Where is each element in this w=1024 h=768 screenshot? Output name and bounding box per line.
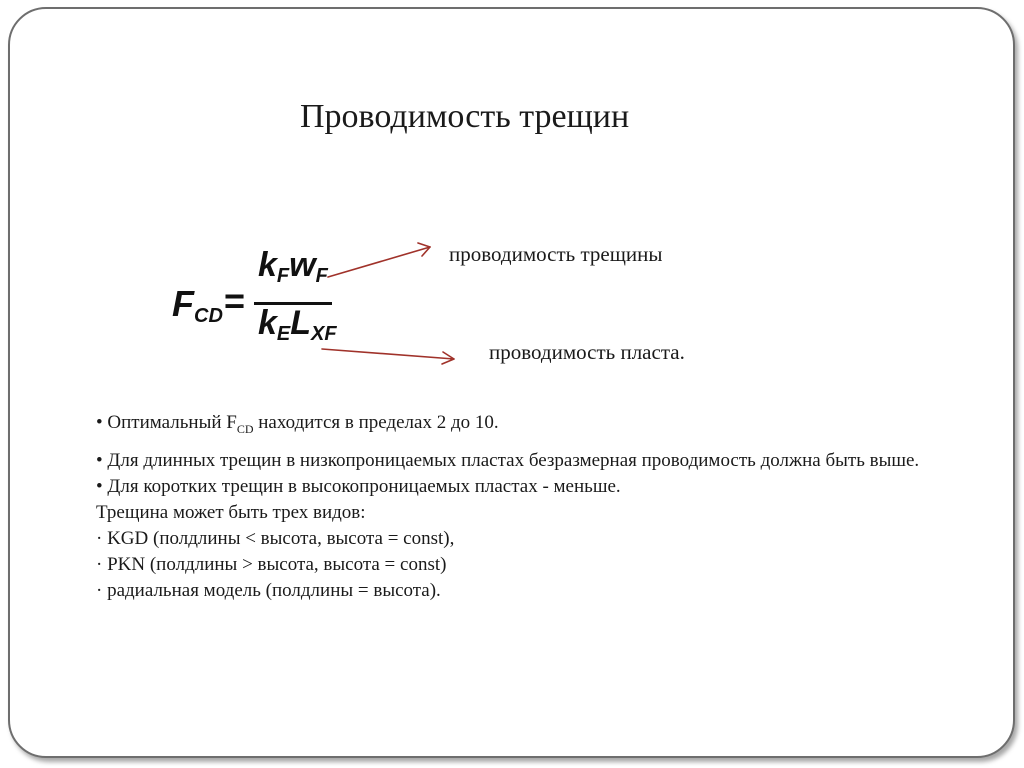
- bullet-item-short-fractures: [96, 474, 928, 500]
- bullet-text-prefix: Оптимальный F: [107, 412, 237, 433]
- bullet-text: Для длинных трещин в низкопроницаемых пластах безразмерная проводимость должна быть выше.: [107, 449, 920, 471]
- conductivity-formula: [172, 248, 342, 363]
- formula-denominator: [258, 304, 337, 346]
- bullet-marker: •: [96, 449, 103, 471]
- bullet-marker: •: [96, 412, 103, 433]
- slide-title: Проводимость трещин: [300, 98, 630, 135]
- formula-num-w-sub: F: [315, 265, 328, 287]
- bullet-marker: •: [96, 475, 103, 497]
- formula-den-k-sub: E: [276, 323, 291, 345]
- fracture-type-kgd: · KGD (полдлины < высота, высота = const),: [96, 527, 455, 549]
- formula-num-w: w: [289, 246, 316, 284]
- fracture-types-intro: Трещина может быть трех видов:: [96, 501, 366, 523]
- slide-body: [96, 404, 928, 604]
- formula-lhs-subscript: CD: [194, 305, 223, 327]
- formula-num-k-sub: F: [276, 265, 290, 287]
- annotation-fracture-conductivity: проводимость трещины: [449, 242, 663, 266]
- bullet-item-optimal-fcd: [96, 410, 928, 442]
- bullet-text-suffix: находится в пределах 2 до 10.: [253, 412, 499, 433]
- formula-den-l-sub: XF: [311, 323, 337, 345]
- fracture-type-pkn: · PKN (полдлины > высота, высота = const): [96, 553, 447, 575]
- formula-num-k: k: [258, 246, 277, 284]
- bullet-text: Для коротких трещин в высокопроницаемых пластах - меньше.: [107, 475, 621, 497]
- formula-den-k: k: [258, 304, 277, 342]
- bullet-text-subscript: CD: [236, 421, 254, 436]
- formula-numerator: [258, 246, 328, 288]
- formula-den-l: L: [290, 304, 312, 342]
- formula-lhs-symbol: F: [172, 283, 194, 324]
- fracture-type-radial: · радиальная модель (полдлины = высота).: [96, 579, 441, 601]
- bullet-item-long-fractures: [96, 448, 928, 474]
- annotation-formation-conductivity: проводимость пласта.: [489, 340, 685, 364]
- formula-lhs: [172, 283, 223, 328]
- formula-equals: =: [224, 280, 246, 321]
